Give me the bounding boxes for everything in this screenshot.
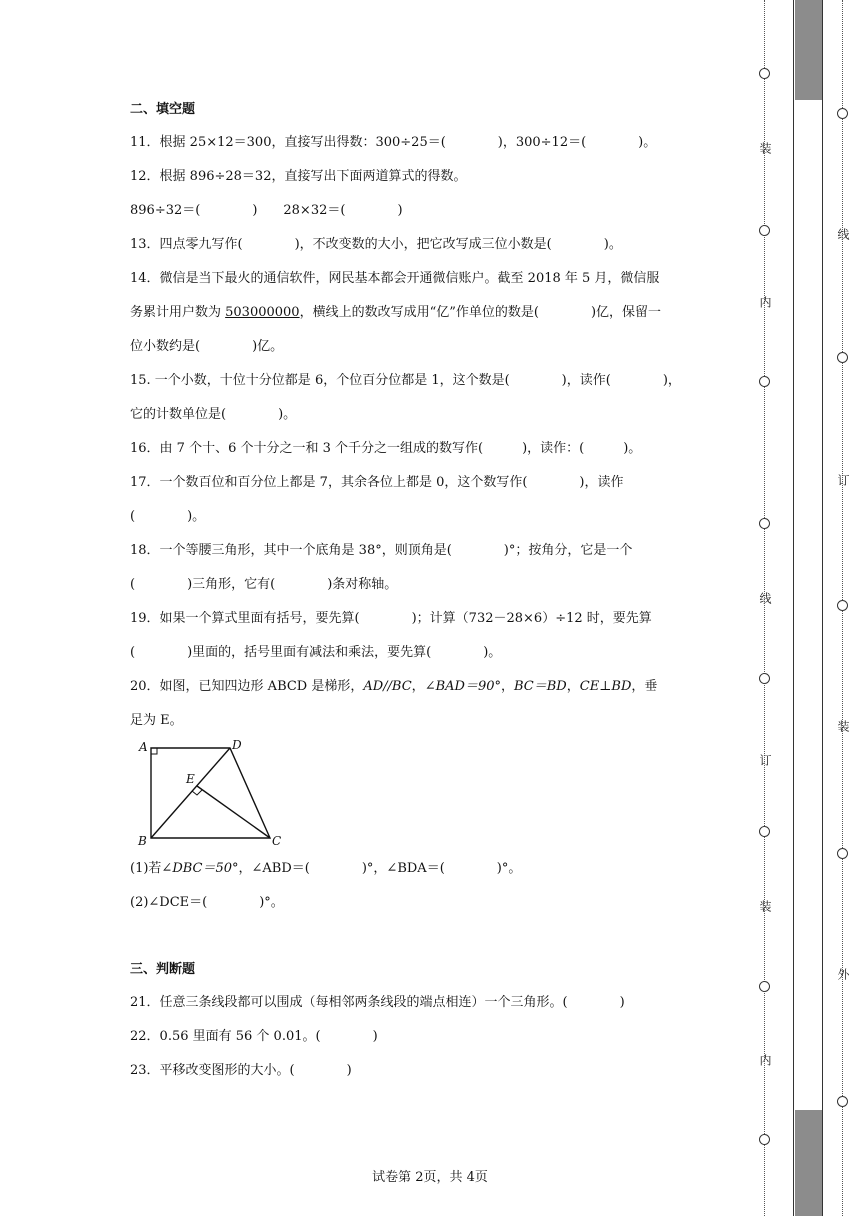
binding-circle bbox=[759, 225, 770, 236]
question-20-part2: (2)∠DCE＝( )°。 bbox=[130, 895, 284, 910]
binding-char: 订 bbox=[836, 474, 850, 486]
binding-char: 线 bbox=[836, 228, 850, 240]
inner-dotted-line bbox=[764, 0, 765, 1216]
question-14-line1: 14．微信是当下最火的通信软件，网民基本都会开通微信账户。截至 2018 年 5 月，微信服 bbox=[130, 271, 660, 286]
vertex-label-a: A bbox=[139, 740, 148, 754]
q20-sep: ， bbox=[501, 679, 515, 694]
q20-part1-post: ，∠ABD＝( )°，∠BDA＝( )°。 bbox=[238, 861, 522, 876]
question-20-line1 bbox=[130, 670, 730, 704]
question-18-line2: ( )三角形，它有( )条对称轴。 bbox=[130, 577, 398, 592]
gray-bar-top bbox=[795, 0, 822, 100]
question-21: 21．任意三条线段都可以围成（每相邻两条线段的端点相连）一个三角形。( ) bbox=[130, 995, 625, 1010]
q20-math-perp: CE⊥BD bbox=[579, 679, 632, 694]
binding-circle bbox=[837, 352, 848, 363]
section-title-judge: 三、判断题 bbox=[130, 962, 196, 977]
vertex-label-d: D bbox=[232, 738, 242, 752]
question-22: 22．0.56 里面有 56 个 0.01。( ) bbox=[130, 1029, 378, 1044]
binding-circle bbox=[837, 108, 848, 119]
binding-char: 外 bbox=[836, 968, 850, 980]
question-12-line1: 12．根据 896÷28＝32，直接写出下面两道算式的得数。 bbox=[130, 169, 467, 184]
q20-text-post: ，垂 bbox=[631, 679, 658, 694]
binding-circle bbox=[759, 981, 770, 992]
q20-text-pre: 20．如图，已知四边形 ABCD 是梯形， bbox=[130, 679, 364, 694]
vertex-label-e: E bbox=[186, 772, 195, 786]
trapezoid-diagram bbox=[134, 740, 284, 848]
binding-circle bbox=[759, 673, 770, 684]
binding-circle bbox=[759, 826, 770, 837]
question-15-line2: 它的计数单位是( )。 bbox=[130, 407, 297, 422]
binding-circle bbox=[759, 518, 770, 529]
binding-char: 装 bbox=[758, 142, 772, 154]
binding-circle bbox=[759, 68, 770, 79]
question-20-line2: 足为 E。 bbox=[130, 713, 183, 728]
question-11: 11．根据 25×12＝300，直接写出得数：300÷25＝( )，300÷12＝( )。 bbox=[130, 135, 657, 150]
trapezoid-figure bbox=[134, 740, 284, 848]
gray-bar-bottom bbox=[795, 1110, 822, 1216]
q20-part1-math: ∠DBC＝50° bbox=[161, 861, 239, 876]
question-14-line3: 位小数约是( )亿。 bbox=[130, 339, 284, 354]
binding-char: 订 bbox=[758, 754, 772, 766]
exam-content bbox=[130, 100, 730, 1088]
question-23: 23．平移改变图形的大小。( ) bbox=[130, 1063, 352, 1078]
q14-text-post: ，横线上的数改写成用“亿”作单位的数是( )亿，保留一 bbox=[299, 305, 662, 320]
question-15-line1: 15. 一个小数，十位十分位都是 6，个位百分位都是 1，这个数是( )，读作( )， bbox=[130, 373, 681, 388]
binding-char: 内 bbox=[758, 1054, 772, 1066]
binding-circle bbox=[759, 1134, 770, 1145]
question-19-line2: ( )里面的，括号里面有减法和乘法，要先算( )。 bbox=[130, 645, 502, 660]
binding-char: 内 bbox=[758, 296, 772, 308]
question-17-line2: ( )。 bbox=[130, 509, 206, 524]
question-18-line1: 18．一个等腰三角形，其中一个底角是 38°，则顶角是( )°；按角分，它是一个 bbox=[130, 543, 633, 558]
question-20-part1 bbox=[130, 852, 730, 886]
q20-math-parallel: AD//BC bbox=[363, 679, 412, 694]
question-16: 16．由 7 个十、6 个十分之一和 3 个千分之一组成的数写作( )，读作：( )。 bbox=[130, 441, 642, 456]
binding-char: 装 bbox=[836, 720, 850, 732]
question-12-line2: 896÷32＝( ) 28×32＝( ) bbox=[130, 203, 403, 218]
vertex-label-b: B bbox=[138, 834, 147, 848]
q20-sep: ， bbox=[566, 679, 580, 694]
binding-border-left bbox=[793, 0, 794, 1216]
q14-underlined-number: 503000000 bbox=[225, 305, 300, 320]
binding-char: 线 bbox=[758, 592, 772, 604]
binding-circle bbox=[759, 376, 770, 387]
q20-part1-pre: (1)若 bbox=[130, 861, 162, 876]
question-13: 13．四点零九写作( )，不改变数的大小，把它改写成三位小数是( )。 bbox=[130, 237, 622, 252]
page-footer: 试卷第 2页，共 4页 bbox=[372, 1170, 488, 1185]
question-14-line2 bbox=[130, 296, 730, 330]
binding-border-right bbox=[822, 0, 823, 1216]
q14-text-pre: 务累计用户数为 bbox=[130, 305, 226, 320]
q20-math-equal: BC＝BD bbox=[514, 679, 567, 694]
question-19-line1: 19．如果一个算式里面有括号，要先算( )；计算（732－28×6）÷12 时，要先算 bbox=[130, 611, 652, 626]
binding-char: 装 bbox=[758, 900, 772, 912]
question-17-line1: 17．一个数百位和百分位上都是 7，其余各位上都是 0，这个数写作( )，读作 bbox=[130, 475, 624, 490]
binding-circle bbox=[837, 848, 848, 859]
section-title-fill: 二、填空题 bbox=[130, 102, 196, 117]
binding-circle bbox=[837, 600, 848, 611]
q20-sep: ， bbox=[411, 679, 425, 694]
vertex-label-c: C bbox=[272, 834, 282, 848]
q20-math-angle: ∠BAD＝90° bbox=[424, 679, 501, 694]
binding-circle bbox=[837, 1096, 848, 1107]
